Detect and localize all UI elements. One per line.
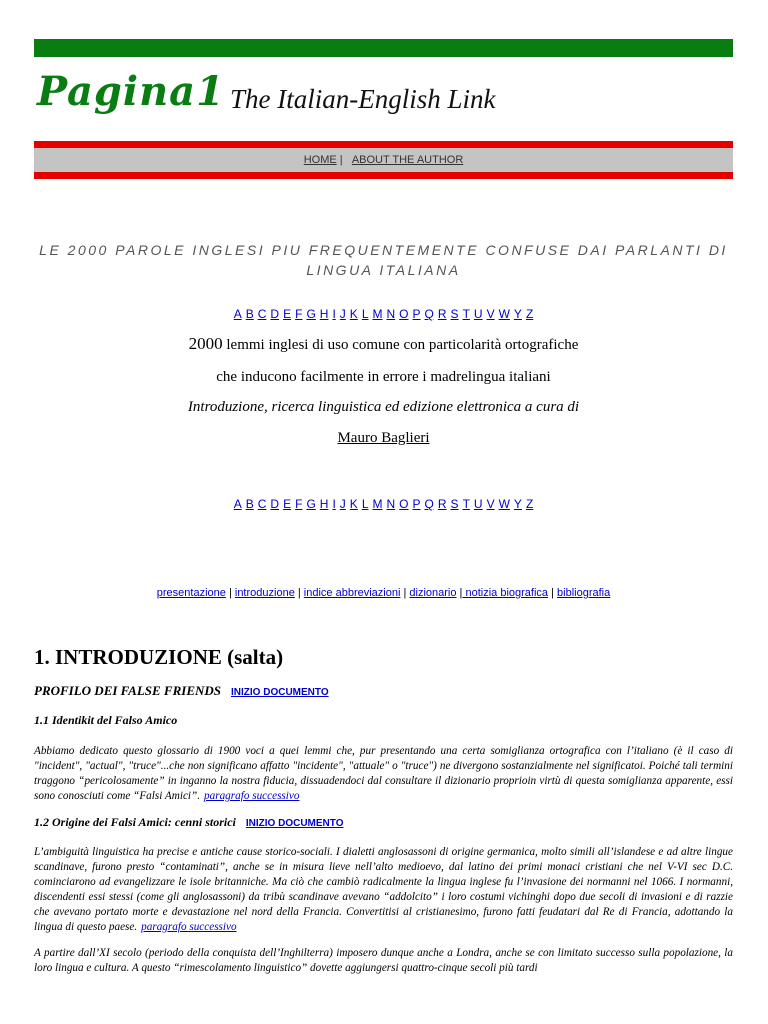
letter-link-c[interactable]: C [257, 497, 267, 511]
letter-link-j[interactable]: J [339, 307, 346, 321]
letter-link-h[interactable]: H [319, 497, 329, 511]
link-dizionario[interactable]: dizionario [409, 587, 457, 599]
alphabet-nav-bottom [34, 497, 733, 511]
letter-link-g[interactable]: G [306, 307, 316, 321]
letter-link-q[interactable]: Q [424, 307, 434, 321]
paragraph-1-2b: A partire dall’XI secolo (periodo della conquista dell’Inghilterra) imposero dunque anche a Londra, anche se con limitato successo sulla popolazione, la loro lingua e cultura. A questo “rimescolamento linguistico” dovette aggiungersi quattro-cinque secoli più tardi [34, 947, 733, 974]
intro-line-1 [34, 334, 733, 354]
letter-link-a[interactable]: A [233, 307, 242, 321]
letter-link-z[interactable]: Z [525, 497, 534, 511]
letter-link-h[interactable]: H [319, 307, 329, 321]
letter-link-g[interactable]: G [306, 497, 316, 511]
alphabet-nav-top [34, 307, 733, 321]
paragraph-1-1 [34, 744, 733, 804]
top-nav [34, 148, 733, 172]
letter-link-w[interactable]: W [498, 497, 510, 511]
letter-link-n[interactable]: N [386, 307, 396, 321]
letter-link-j[interactable]: J [339, 497, 346, 511]
nav-separator: | [336, 154, 346, 166]
letter-link-i[interactable]: I [332, 307, 336, 321]
letter-link-p[interactable]: P [412, 497, 421, 511]
profilo-heading [34, 683, 329, 699]
paragrafo-successivo-link-2[interactable]: paragrafo successivo [141, 921, 237, 933]
letter-link-b[interactable]: B [245, 497, 254, 511]
letter-link-w[interactable]: W [498, 307, 510, 321]
letter-link-l[interactable]: L [361, 307, 369, 321]
top-green-bar [34, 39, 733, 57]
section-1-1-heading: 1.1 Identikit del Falso Amico [34, 713, 178, 727]
link-introduzione[interactable]: introduzione [234, 587, 295, 599]
letter-link-d[interactable]: D [270, 497, 280, 511]
letter-link-e[interactable]: E [283, 307, 292, 321]
letter-link-s[interactable]: S [450, 307, 459, 321]
paragraph-1-1-text: Abbiamo dedicato questo glossario di 1900 voci a quei lemmi che, pur presentando una certa somiglianza ortografica con l’italiano (è il caso di "incident", "actual", "truce"...che non significano affatto "incidente", "attuale" o "truce") ne divergono sostanzialmente nel significatoi. Poiché tali termini traggono “pericolosamente” in inganno la nostra fiducia, dissuadendoci dal consultare il dizionario proprioin virtù di questa somiglianza apparente, essi sono conosciuti come “Falsi Amici”. [34, 745, 733, 802]
letter-link-k[interactable]: K [349, 497, 358, 511]
letter-link-k[interactable]: K [349, 307, 358, 321]
section-1-2-label: 1.2 Origine dei Falsi Amici: cenni storici [34, 815, 236, 829]
letter-link-v[interactable]: V [486, 497, 495, 511]
letter-link-u[interactable]: U [473, 497, 483, 511]
letter-link-s[interactable]: S [450, 497, 459, 511]
letter-link-i[interactable]: I [332, 497, 336, 511]
paragraph-1-2-text: L’ambiguità linguistica ha precise e antiche cause storico-sociali. I dialetti anglosassoni di origine germanica, molto simili all’islandese e ad altre lingue scandinave, furono presto “contaminati”, anche se in misura lieve nell’alto medioevo, dal latino dei primi monaci cristiani che nel V-VI sec D.C. cominciarono ad evangelizzare le isole britanniche. Ma ciò che cambiò radicalmente la lingua inglese fu l’invasione dei normanni nel 1066. I normanni, discendenti essi stessi (come gli anglosassoni) da tribù scandinave avevano “addolcito” i loro costumi vichinghi dopo due secoli di invasioni e di razzie che avevano portato morte e devastazione nel nord della Francia. Convertitisi al cristianesimo, furono fatti feudatari dal Re di Francia, adottando la lingua di questo paese. [34, 846, 733, 933]
letter-link-t[interactable]: T [462, 307, 470, 321]
letter-link-r[interactable]: R [437, 497, 447, 511]
letter-link-v[interactable]: V [486, 307, 495, 321]
inizio-documento-link-1[interactable]: INIZIO DOCUMENTO [231, 687, 329, 698]
red-bar-bottom [34, 172, 733, 179]
letter-link-u[interactable]: U [473, 307, 483, 321]
letter-link-a[interactable]: A [233, 497, 242, 511]
letter-link-b[interactable]: B [245, 307, 254, 321]
intro-count: 2000 [188, 334, 223, 353]
site-tagline: The Italian-English Link [230, 84, 496, 114]
intro-line-2: che inducono facilmente in errore i madrelingua italiani [216, 369, 551, 385]
letter-link-t[interactable]: T [462, 497, 470, 511]
letter-link-f[interactable]: F [295, 497, 303, 511]
letter-link-o[interactable]: O [399, 497, 409, 511]
red-bar-top [34, 141, 733, 148]
intro-author [34, 430, 733, 447]
letter-link-l[interactable]: L [361, 497, 369, 511]
intro-heading: 1. INTRODUZIONE (salta) [34, 645, 284, 669]
letter-link-q[interactable]: Q [424, 497, 434, 511]
letter-link-y[interactable]: Y [513, 497, 522, 511]
paragraph-1-2 [34, 845, 733, 935]
letter-link-o[interactable]: O [399, 307, 409, 321]
letter-link-f[interactable]: F [295, 307, 303, 321]
link-indice-abbreviazioni[interactable]: indice abbreviazioni [303, 587, 401, 599]
link-notizia-biografica[interactable]: notizia biografica [462, 587, 549, 599]
nav-about-link[interactable]: ABOUT THE AUTHOR [351, 154, 464, 166]
author-name[interactable]: Mauro Baglieri [337, 430, 430, 446]
link-bibliografia[interactable]: bibliografia [557, 587, 611, 599]
inizio-documento-link-2[interactable]: INIZIO DOCUMENTO [245, 818, 344, 829]
letter-link-n[interactable]: N [386, 497, 396, 511]
profilo-label: PROFILO DEI FALSE FRIENDS [34, 683, 221, 698]
nav-home-link[interactable]: HOME [303, 154, 337, 166]
letter-link-m[interactable]: M [372, 497, 383, 511]
letter-link-y[interactable]: Y [513, 307, 522, 321]
link-presentazione[interactable]: presentazione [156, 587, 226, 599]
letter-link-r[interactable]: R [437, 307, 447, 321]
site-logo[interactable]: Pagina1 [37, 68, 225, 115]
letter-link-d[interactable]: D [270, 307, 280, 321]
letter-link-p[interactable]: P [412, 307, 421, 321]
letter-link-e[interactable]: E [283, 497, 292, 511]
intro-line-1-text: lemmi inglesi di uso comune con particolarità ortografiche [222, 337, 579, 353]
section-links: presentazione | introduzione | indice abbreviazioni | dizionario | notizia biografica | bibliografia [156, 587, 611, 599]
page-headline: LE 2000 PAROLE INGLESI PIU FREQUENTEMENTE CONFUSE DAI PARLANTI DI LINGUA ITALIANA [39, 242, 728, 278]
letter-link-c[interactable]: C [257, 307, 267, 321]
letter-link-m[interactable]: M [372, 307, 383, 321]
letter-link-z[interactable]: Z [525, 307, 534, 321]
section-1-2-heading [34, 815, 343, 830]
intro-line-3: Introduzione, ricerca linguistica ed edizione elettronica a cura di [187, 399, 580, 415]
paragrafo-successivo-link-1[interactable]: paragrafo successivo [204, 790, 300, 802]
